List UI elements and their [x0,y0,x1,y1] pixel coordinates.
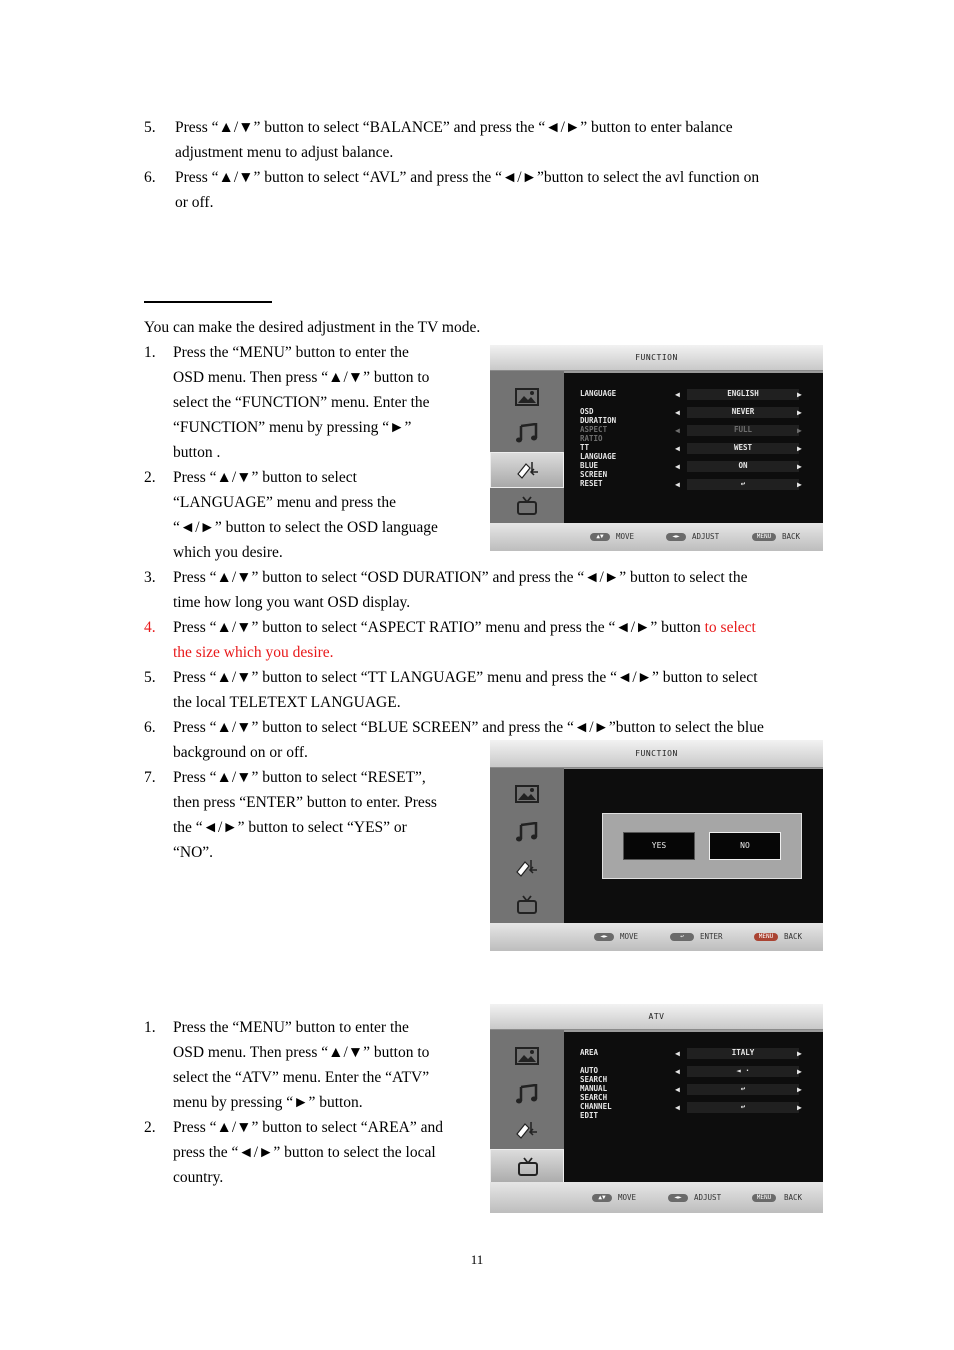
osd-title: FUNCTION [635,749,678,758]
paragraph: press the “◄/►” button to select the local [173,1144,436,1161]
paragraph: Press “▲/▼” button to select “AREA” and [173,1119,444,1136]
updown-key-icon: ▲▼ [592,1194,612,1202]
right-arrow-icon: ▶ [797,1049,802,1058]
paragraph: the “◄/►” button to select “YES” or [173,819,407,836]
paragraph: select the “ATV” menu. Enter the “ATV” [173,1069,430,1086]
paragraph: the local TELETEXT LANGUAGE. [173,694,401,711]
right-arrow-icon: ▶ [797,444,802,453]
hint-move: MOVE [620,932,639,941]
hint-move: MOVE [616,532,635,541]
function-icon [490,1113,564,1147]
paragraph: Press “▲/▼” button to select “RESET”, [173,769,426,786]
paragraph: “NO”. [173,844,214,861]
row-label: ASPECT RATIO [580,425,608,443]
reset-confirm-dialog [602,813,802,879]
osd-menu-panel [564,1032,823,1182]
paragraph: which you desire. [173,544,283,561]
paragraph [173,615,756,640]
row-label: MANUAL SEARCH [580,1084,608,1102]
osd-menu-panel [564,373,823,523]
paragraph: OSD menu. Then press “▲/▼” button to [173,1044,430,1061]
paragraph: then press “ENTER” button to enter. Press [173,794,437,811]
left-arrow-icon: ◀ [675,390,680,399]
tv-icon [490,888,564,922]
right-arrow-icon: ▶ [797,390,802,399]
right-arrow-icon: ▶ [797,426,802,435]
sound-icon [490,1077,564,1111]
paragraph: Press the “MENU” button to enter the [173,344,409,361]
paragraph: select the “FUNCTION” menu. Enter the [173,394,430,411]
left-arrow-icon: ◀ [675,444,680,453]
paragraph: Press “▲/▼” button to select “BALANCE” and press the “◄/►” button to enter balance [175,119,733,136]
osd-hint-bar [490,523,823,551]
osd-hint-bar [490,923,823,951]
leftright-key-icon: ◄► [666,533,686,541]
list-number: 3. [144,569,156,586]
hint-back: BACK [782,532,801,541]
row-value: ↩ [740,1084,746,1093]
right-arrow-icon: ▶ [797,462,802,471]
hint-adjust: ADJUST [694,1193,722,1202]
paragraph: Press “▲/▼” button to select “TT LANGUAGE” menu and press the “◄/►” button to select [173,669,758,686]
paragraph: adjustment menu to adjust balance. [175,144,394,161]
paragraph: Press the “MENU” button to enter the [173,1019,409,1036]
right-arrow-icon: ▶ [797,480,802,489]
menu-key: MENU [754,933,778,941]
right-arrow-icon: ▶ [797,1103,802,1112]
left-arrow-icon: ◀ [675,462,680,471]
list-number: 2. [144,469,156,486]
hint-back: BACK [784,1193,803,1202]
row-value: NEVER [731,407,755,416]
list-number: 5. [144,119,156,136]
paragraph: “◄/►” button to select the OSD language [173,519,438,536]
no-button[interactable]: NO [709,832,781,860]
list-number: 6. [144,719,156,736]
left-arrow-icon: ◀ [675,1085,680,1094]
picture-icon [490,381,564,415]
row-value: WEST [733,443,753,452]
leftright-key-icon: ◄► [594,933,614,941]
picture-icon [490,1040,564,1074]
left-arrow-icon: ◀ [675,1067,680,1076]
osd-sidebar [490,371,564,526]
osd-sidebar [490,768,564,923]
paragraph: “LANGUAGE” menu and press the [173,494,396,511]
updown-key-icon: ▲▼ [590,533,610,541]
hint-adjust: ADJUST [692,532,720,541]
list-number: 4. [144,619,156,636]
row-value: ON [738,461,748,470]
sound-icon [490,416,564,450]
page-number: 11 [470,1252,484,1267]
row-value: ITALY [731,1048,755,1057]
tv-icon [490,489,564,523]
paragraph: Press “▲/▼” button to select [173,469,357,486]
leftright-key-icon: ◄► [668,1194,688,1202]
paragraph: “FUNCTION” menu by pressing “►” [173,419,412,436]
row-value: ↩ [740,479,746,488]
osd-atv-screenshot [490,1004,823,1213]
paragraph: Press “▲/▼” button to select “AVL” and press the “◄/►”button to select the avl function on [175,169,760,186]
right-arrow-icon: ▶ [797,1085,802,1094]
list-number: 2. [144,1119,156,1136]
paragraph: Press “▲/▼” button to select “BLUE SCREEN” and press the “◄/►”button to select the blue [173,719,764,736]
row-label: LANGUAGE [580,389,617,398]
function-icon[interactable] [490,452,564,488]
tv-icon[interactable] [490,1149,564,1185]
enter-key-icon: ↩ [670,933,694,941]
paragraph: time how long you want OSD display. [173,594,411,611]
osd-menu-panel [564,769,823,923]
row-label: CHANNEL EDIT [580,1102,612,1120]
left-arrow-icon: ◀ [675,1103,680,1112]
row-label: RESET [580,479,603,488]
row-label: OSD DURATION [580,407,617,425]
list-number: 1. [144,1019,156,1036]
row-label: TT LANGUAGE [580,443,617,461]
function-icon [490,851,564,885]
yes-button[interactable]: YES [623,832,695,860]
paragraph: country. [173,1169,224,1186]
row-value: ENGLISH [727,389,759,398]
highlighted-text: to select [704,619,756,636]
osd-function-screenshot [490,345,823,551]
menu-key: MENU [752,533,776,541]
highlighted-text: the size which you desire. [173,644,334,661]
section-heading-rule [144,301,272,303]
list-number: 1. [144,344,156,361]
row-label: AUTO SEARCH [580,1066,608,1084]
left-arrow-icon: ◀ [675,408,680,417]
osd-sidebar [490,1030,564,1185]
paragraph: button . [173,444,221,461]
left-arrow-icon: ◀ [675,426,680,435]
osd-hint-bar [490,1182,823,1213]
list-number: 7. [144,769,156,786]
hint-back: BACK [784,932,803,941]
row-label: BLUE SCREEN [580,461,608,479]
picture-icon [490,778,564,812]
osd-reset-screenshot [490,740,823,951]
list-number: 5. [144,669,156,686]
paragraph: background on or off. [173,744,308,761]
paragraph: Press “▲/▼” button to select “OSD DURATION” and press the “◄/►” button to select the [173,569,748,586]
row-label: AREA [580,1048,599,1057]
row-value: ↩ [740,1102,746,1111]
menu-key: MENU [752,1194,776,1202]
left-arrow-icon: ◀ [675,1049,680,1058]
right-arrow-icon: ▶ [797,408,802,417]
text-run: Press “▲/▼” button to select “ASPECT RATIO” menu and press the “◄/►” button [173,619,705,636]
left-arrow-icon: ◀ [675,480,680,489]
paragraph: menu by pressing “►” button. [173,1094,363,1111]
paragraph: OSD menu. Then press “▲/▼” button to [173,369,430,386]
hint-enter: ENTER [700,932,723,941]
right-arrow-icon: ▶ [797,1067,802,1076]
paragraph: or off. [175,194,214,211]
sound-icon [490,815,564,849]
list-number: 6. [144,169,156,186]
row-value: FULL [733,425,753,434]
hint-move: MOVE [618,1193,637,1202]
osd-title: FUNCTION [635,353,678,362]
osd-title: ATV [648,1012,665,1021]
section-intro: You can make the desired adjustment in the TV mode. [144,319,481,336]
row-value: ◄ · [736,1066,750,1075]
